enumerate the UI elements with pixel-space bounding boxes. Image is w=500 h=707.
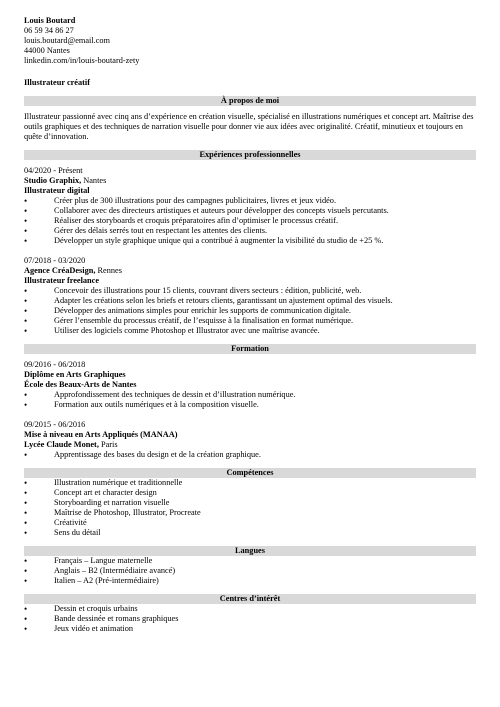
linkedin-url: linkedin.com/in/louis-boutard-zety <box>24 56 140 65</box>
list-item: • Apprentissage des bases du design et de la création graphique. <box>24 450 261 460</box>
list-item: • Gérer des délais serrés tout en respectant les attentes des clients. <box>24 226 268 236</box>
list-item: • Approfondissement des techniques de dessin et d’illustration numérique. <box>24 390 296 400</box>
list-item: • Dessin et croquis urbains <box>24 604 138 614</box>
bullet-icon: • <box>24 604 28 614</box>
list-item: • Concept art et character design <box>24 488 157 498</box>
experience-role: Illustrateur digital <box>24 186 90 195</box>
education-entry <box>24 360 476 410</box>
bullet-icon: • <box>24 518 28 528</box>
experience-company: Agence CréaDesign, <box>24 266 96 275</box>
list-item: • Créativité <box>24 518 87 528</box>
list-item: • Développer un style graphique unique qui a contribué à augmenter la visibilité du studio de +25 %. <box>24 236 384 246</box>
list-item: • Sens du détail <box>24 528 101 538</box>
list-item: • Collaborer avec des directeurs artistiques et auteurs pour développer des concepts visuels percutants. <box>24 206 389 216</box>
bullet-icon: • <box>24 400 28 410</box>
languages-list <box>24 556 476 586</box>
education-school-line <box>24 440 476 450</box>
list-item: • Bande dessinée et romans graphiques <box>24 614 179 624</box>
bullet-icon: • <box>24 196 28 206</box>
list-item: • Français – Langue maternelle <box>24 556 153 566</box>
bullet-icon: • <box>24 226 28 236</box>
section-header-experience: Expériences professionnelles <box>24 150 476 160</box>
list-item: • Créer plus de 300 illustrations pour des campagnes publicitaires, livres et jeux vidéo. <box>24 196 337 206</box>
skills-list <box>24 478 476 538</box>
experience-role: Illustrateur freelance <box>24 276 100 285</box>
list-item: • Anglais – B2 (Intermédiaire avancé) <box>24 566 176 576</box>
list-item: • Jeux vidéo et animation <box>24 624 134 634</box>
education-school: École des Beaux-Arts de Nantes <box>24 380 137 389</box>
list-item: • Italien – A2 (Pré-intermédiaire) <box>24 576 159 586</box>
experience-entry <box>24 166 476 246</box>
job-headline: Illustrateur créatif <box>24 78 90 87</box>
section-header-education: Formation <box>24 344 476 354</box>
contact-block <box>24 16 476 66</box>
experience-dates: 07/2018 - 03/2020 <box>24 256 86 265</box>
bullet-icon: • <box>24 306 28 316</box>
bullet-icon: • <box>24 528 28 538</box>
experience-location: Rennes <box>95 266 122 275</box>
education-bullets <box>24 450 476 460</box>
experience-entry <box>24 256 476 336</box>
experience-bullets <box>24 196 476 246</box>
list-item: • Maîtrise de Photoshop, Illustrator, Procreate <box>24 508 201 518</box>
section-header-interests: Centres d’intérêt <box>24 594 476 604</box>
education-entry <box>24 420 476 460</box>
bullet-icon: • <box>24 498 28 508</box>
section-header-about: À propos de moi <box>24 96 476 106</box>
education-school: Lycée Claude Monet, <box>24 440 99 449</box>
list-item: • Storyboarding et narration visuelle <box>24 498 170 508</box>
bullet-icon: • <box>24 450 28 460</box>
bullet-icon: • <box>24 216 28 226</box>
phone-number: 06 59 34 86 27 <box>24 26 74 35</box>
bullet-icon: • <box>24 236 28 246</box>
education-dates: 09/2015 - 06/2016 <box>24 420 86 429</box>
education-school-line <box>24 380 476 390</box>
experience-company-line <box>24 176 476 186</box>
bullet-icon: • <box>24 488 28 498</box>
resume-page <box>24 16 476 634</box>
city: 44000 Nantes <box>24 46 70 55</box>
bullet-icon: • <box>24 508 28 518</box>
bullet-icon: • <box>24 286 28 296</box>
bullet-icon: • <box>24 316 28 326</box>
education-dates: 09/2016 - 06/2018 <box>24 360 86 369</box>
bullet-icon: • <box>24 326 28 336</box>
list-item: • Gérer l’ensemble du processus créatif, de l’esquisse à la finalisation en format numérique. <box>24 316 354 326</box>
bullet-icon: • <box>24 566 28 576</box>
list-item: • Concevoir des illustrations pour 15 clients, couvrant divers secteurs : édition, publicité, web. <box>24 286 362 296</box>
bullet-icon: • <box>24 478 28 488</box>
interests-list <box>24 604 476 634</box>
section-header-skills: Compétences <box>24 468 476 478</box>
section-header-languages: Langues <box>24 546 476 556</box>
bullet-icon: • <box>24 614 28 624</box>
candidate-name: Louis Boutard <box>24 16 76 25</box>
bullet-icon: • <box>24 206 28 216</box>
list-item: • Adapter les créations selon les briefs et retours clients, garantissant un ajustement optimal des visuels. <box>24 296 393 306</box>
list-item: • Illustration numérique et traditionnelle <box>24 478 183 488</box>
list-item: • Développer des animations simples pour enrichir les supports de communication digitale. <box>24 306 352 316</box>
list-item: • Réaliser des storyboards et croquis préparatoires afin d’optimiser le processus créatif. <box>24 216 339 226</box>
experience-company: Studio Graphix, <box>24 176 82 185</box>
bullet-icon: • <box>24 624 28 634</box>
email-address: louis.boutard@email.com <box>24 36 110 45</box>
education-location: Paris <box>98 440 118 449</box>
experience-bullets <box>24 286 476 336</box>
list-item: • Utiliser des logiciels comme Photoshop et Illustrator avec une maîtrise avancée. <box>24 326 320 336</box>
about-text: Illustrateur passionné avec cinq ans d’expérience en création visuelle, spécialisé en illustrations numériques et concept art. Maîtrise des outils graphiques et des techniques de narration visuelle pour donner vie aux idées avec originalité. Créatif, minutieux et toujours en quête d’innovation. <box>24 112 474 141</box>
experience-location: Nantes <box>81 176 107 185</box>
bullet-icon: • <box>24 390 28 400</box>
education-degree: Diplôme en Arts Graphiques <box>24 370 126 379</box>
bullet-icon: • <box>24 576 28 586</box>
bullet-icon: • <box>24 556 28 566</box>
list-item: • Formation aux outils numériques et à la composition visuelle. <box>24 400 259 410</box>
education-degree: Mise à niveau en Arts Appliqués (MANAA) <box>24 430 178 439</box>
experience-company-line <box>24 266 476 276</box>
education-bullets <box>24 390 476 410</box>
bullet-icon: • <box>24 296 28 306</box>
experience-dates: 04/2020 - Présent <box>24 166 83 175</box>
